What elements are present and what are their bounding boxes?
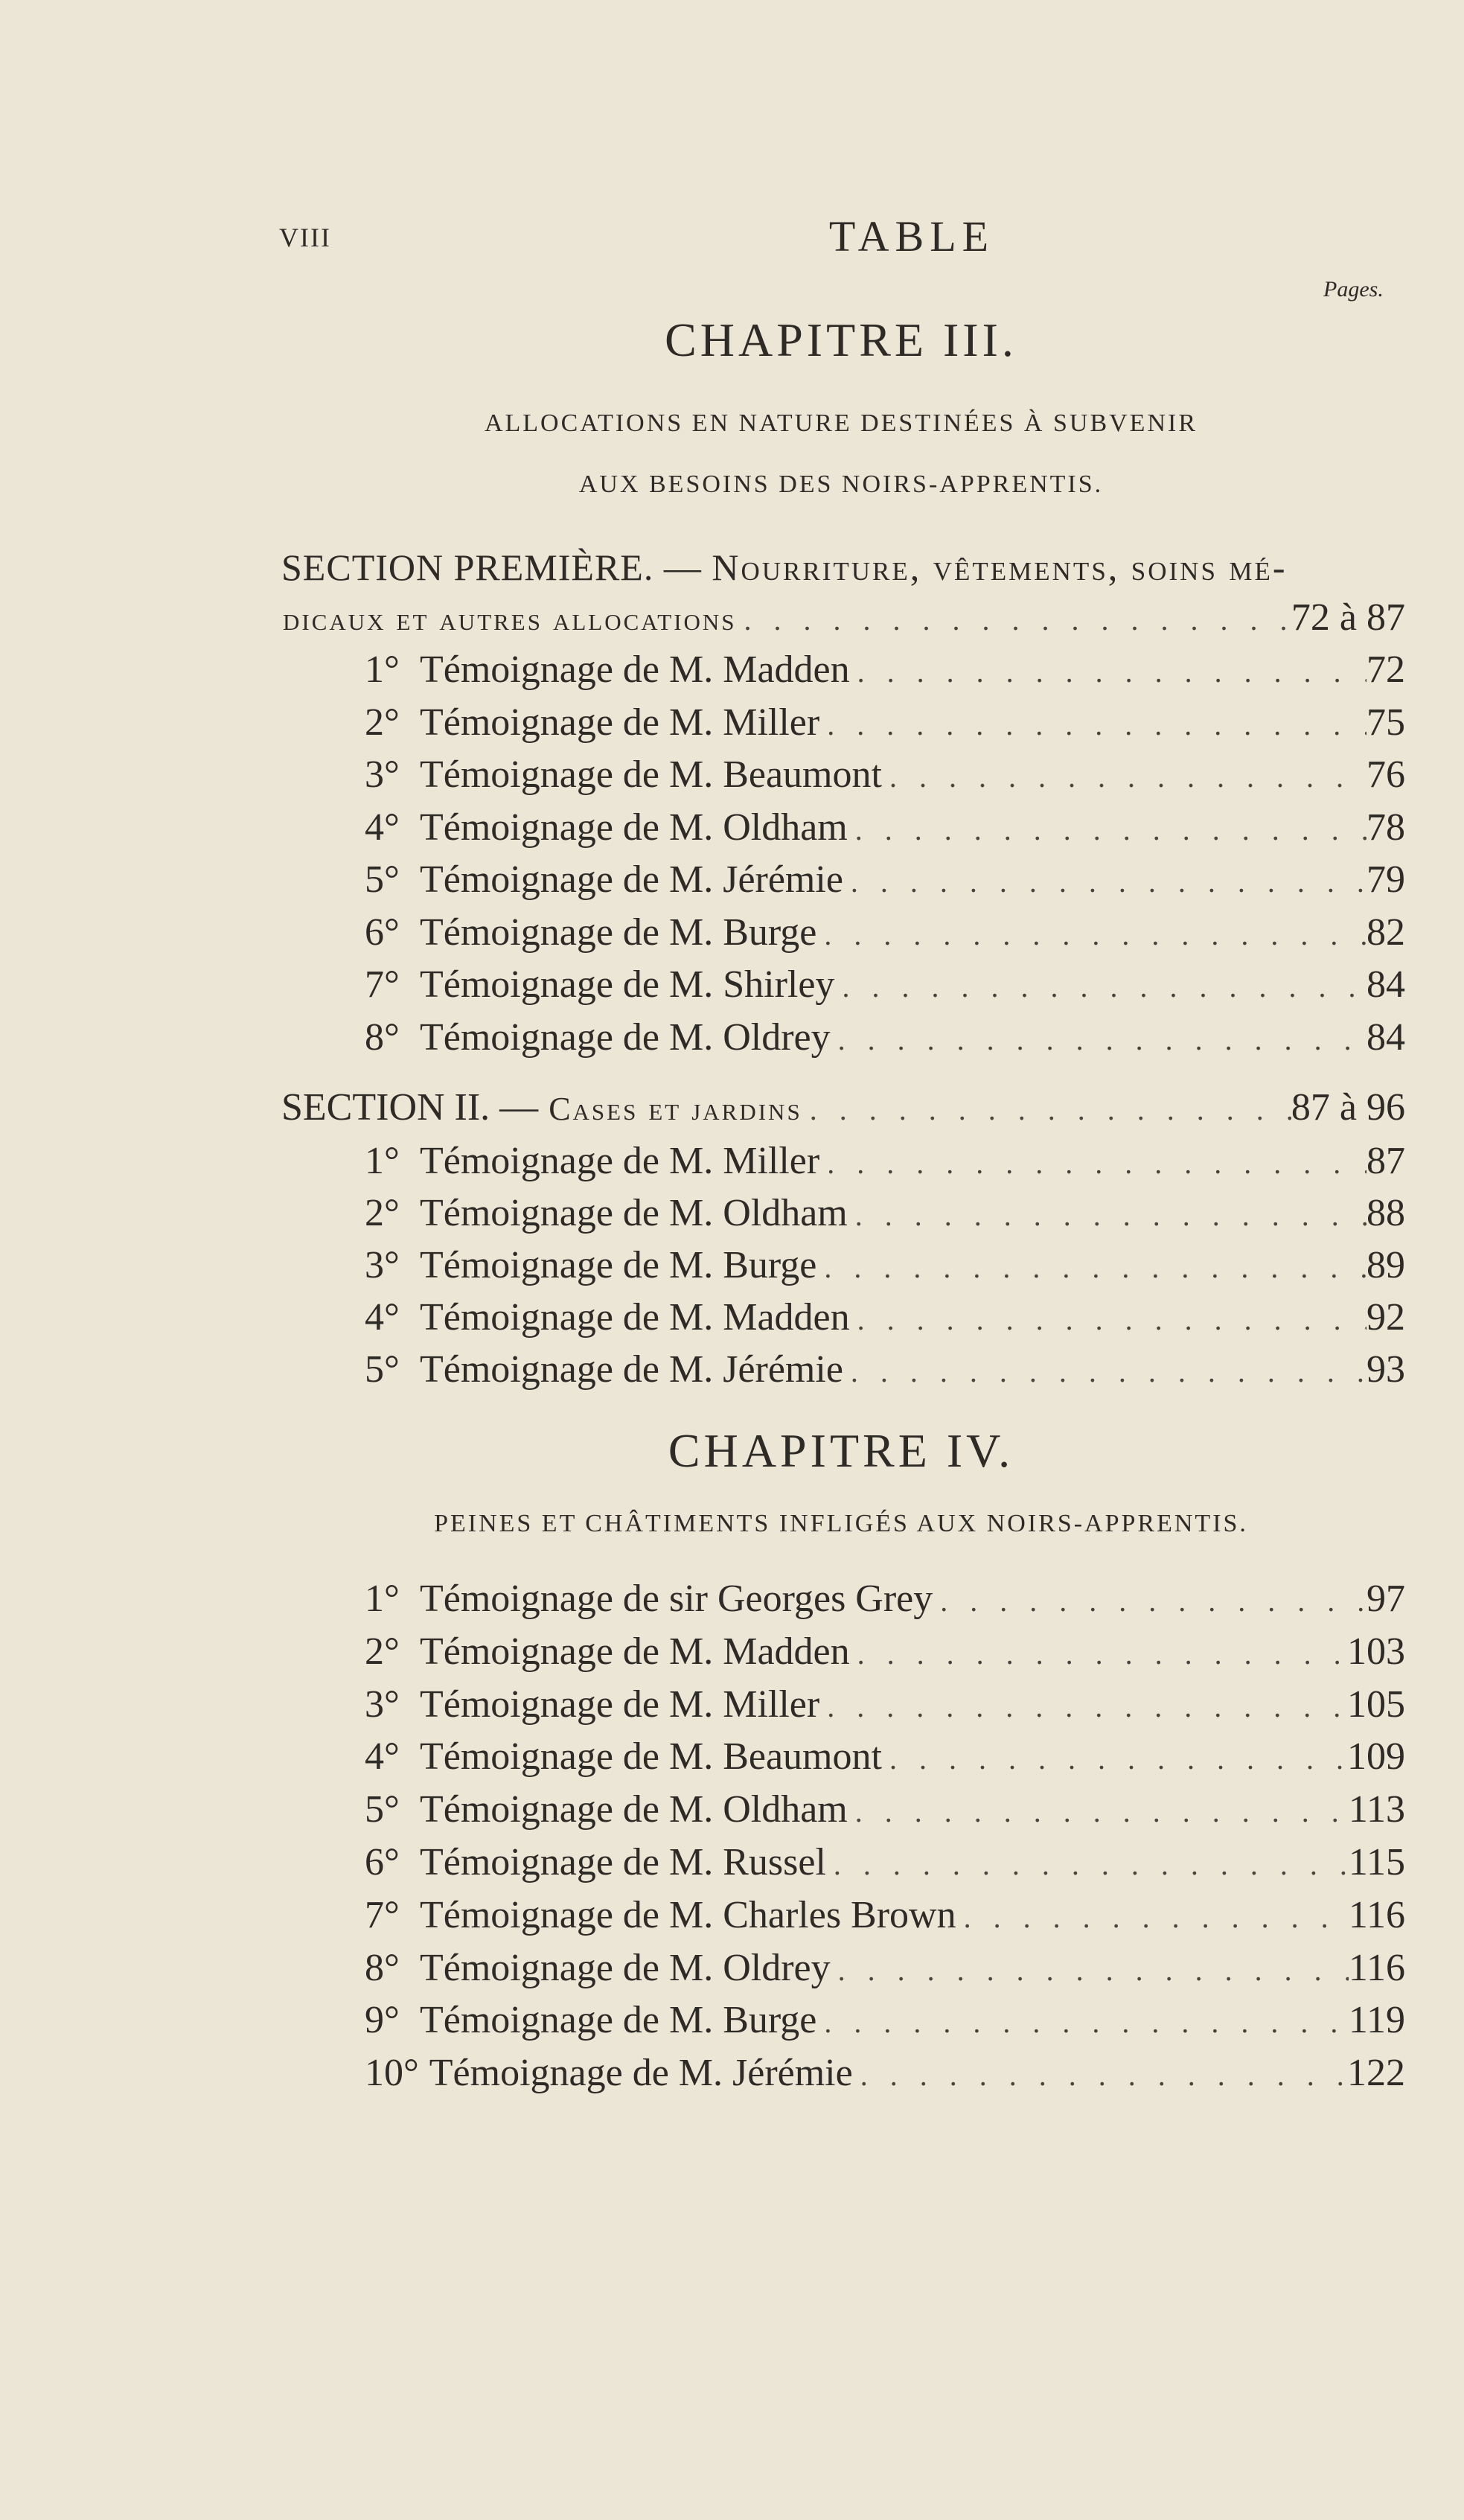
dot-leader [802,1092,1291,1127]
section-1-heading [281,546,1288,589]
entry-title: Témoignage de M. Oldrey [420,1015,831,1059]
dot-leader [831,1022,1366,1057]
dot-leader [843,864,1366,899]
entry-page: 78 [1366,806,1405,849]
toc-entry [365,806,1405,849]
entry-number: 10° [365,2052,419,2095]
dot-leader [819,1146,1366,1181]
entry-title: Témoignage de M. Russel [420,1841,826,1883]
section-1-heading-label: SECTION PREMIÈRE. — [281,546,702,588]
entry-title: Témoignage de M. Miller [420,701,820,744]
dot-leader [850,1302,1366,1337]
entry-number: 6° [365,1841,400,1883]
entry-number: 1° [365,1578,400,1620]
toc-entry [365,1347,1405,1391]
running-title: TABLE [828,212,995,261]
dot-leader [816,917,1366,952]
toc-entry [365,1998,1405,2042]
entry-number: 1° [365,648,400,691]
toc-entry [365,1840,1405,1884]
dot-leader [826,1847,1349,1882]
entry-number: 8° [365,1015,400,1059]
section-2-pages: 87 à 96 [1291,1086,1405,1129]
entry-number: 7° [365,1893,400,1936]
chapter-3-subtitle-line-1: ALLOCATIONS EN NATURE DESTINÉES À SUBVENIR [484,409,1198,437]
entry-title: Témoignage de M. Beaumont [420,1735,882,1779]
section-1-heading-topic: Nourriture, vêtements, soins mé- [712,546,1288,588]
chapter-4-subtitle: PEINES ET CHÂTIMENTS INFLIGÉS AUX NOIRS-APPRENTIS. [434,1510,1248,1537]
toc-entry [365,1735,1405,1779]
pages-column-label: Pages. [1323,277,1384,302]
toc-entry [365,1295,1405,1339]
dot-leader [831,1953,1349,1988]
entry-number: 4° [365,1735,400,1779]
entry-title: Témoignage de M. Oldham [420,806,848,849]
entry-page: 105 [1347,1682,1405,1726]
dot-leader [933,1583,1366,1618]
entry-page: 79 [1366,858,1405,901]
entry-number: 5° [365,1348,400,1391]
entry-title: Témoignage de M. Burge [420,910,817,954]
entry-page: 82 [1366,910,1405,954]
entry-number: 2° [365,1192,400,1234]
toc-entry [365,648,1405,692]
entry-number: 3° [365,1682,400,1726]
entry-title: Témoignage de M. Burge [420,1244,817,1286]
dot-leader [956,1900,1349,1935]
toc-entry [365,1015,1405,1059]
dot-leader [816,1250,1366,1285]
entry-title: Témoignage de M. Jérémie [429,2052,853,2095]
entry-page: 103 [1347,1630,1405,1673]
entry-title: Témoignage de M. Jérémie [420,1348,843,1391]
dot-leader [819,1689,1347,1724]
chapter-4-title: CHAPITRE IV. [668,1424,1014,1477]
entry-number: 9° [365,1999,400,2042]
entry-title: Témoignage de M. Burge [420,1999,817,2042]
toc-entry [365,1630,1405,1674]
section-1-heading-continuation: dicaux et autres allocations [283,601,737,637]
entry-number: 6° [365,910,400,954]
entry-page: 89 [1366,1244,1405,1286]
toc-entry [365,858,1405,902]
toc-entry [365,753,1405,797]
entry-title: Témoignage de M. Oldrey [420,1946,831,1989]
toc-entry [365,701,1405,744]
dot-leader [850,1636,1347,1671]
entry-title: Témoignage de M. Beaumont [420,753,882,796]
entry-number: 2° [365,701,400,744]
dot-leader [850,654,1366,689]
section-1-heading-line-2 [283,596,1405,639]
entry-page: 88 [1366,1192,1405,1234]
entry-title: Témoignage de M. Miller [420,1682,820,1726]
dot-leader [819,707,1366,742]
entry-page: 109 [1347,1735,1405,1779]
entry-number: 5° [365,858,400,901]
dot-leader [816,2005,1349,2040]
toc-entry [365,1243,1405,1287]
toc-entry [365,1946,1405,1990]
entry-page: 87 [1366,1140,1405,1182]
dot-leader [882,1741,1347,1776]
entry-page: 113 [1348,1788,1405,1831]
dot-leader [848,1198,1366,1233]
dot-leader [834,969,1366,1004]
entry-number: 8° [365,1946,400,1989]
entry-page: 93 [1366,1348,1405,1391]
entry-title: Témoignage de M. Madden [420,1296,850,1339]
entry-page: 97 [1366,1578,1405,1620]
entry-page: 116 [1348,1946,1405,1989]
entry-title: Témoignage de M. Oldham [420,1788,848,1831]
entry-page: 122 [1347,2052,1405,2095]
page-folio: VIII [279,223,331,252]
entry-title: Témoignage de M. Jérémie [420,858,843,901]
entry-page: 92 [1366,1296,1405,1339]
toc-entry [365,963,1405,1007]
entry-title: Témoignage de M. Charles Brown [420,1893,956,1936]
dot-leader [848,1794,1349,1829]
entry-page: 72 [1366,648,1405,691]
dot-leader [737,602,1291,637]
entry-page: 84 [1366,1015,1405,1059]
entry-number: 2° [365,1630,400,1673]
section-2-heading [281,1085,1405,1129]
entry-page: 84 [1366,963,1405,1006]
section-1-pages: 72 à 87 [1291,596,1405,639]
toc-entry [365,910,1405,954]
toc-entry [365,1191,1405,1235]
entry-title: Témoignage de M. Miller [420,1140,820,1182]
entry-title: Témoignage de M. Shirley [420,963,835,1006]
entry-title: Témoignage de sir Georges Grey [420,1578,933,1620]
entry-page: 119 [1348,1999,1405,2042]
toc-entry [365,1577,1405,1621]
entry-number: 7° [365,963,400,1006]
entry-number: 3° [365,1244,400,1286]
toc-entry [365,1787,1405,1831]
entry-title: Témoignage de M. Oldham [420,1192,848,1234]
entry-number: 4° [365,806,400,849]
section-2-heading-topic: Cases et jardins [549,1091,802,1127]
entry-number: 4° [365,1296,400,1339]
toc-entry [365,2051,1405,2095]
chapter-3-subtitle-line-2: AUX BESOINS DES NOIRS-APPRENTIS. [578,470,1104,498]
entry-page: 75 [1366,701,1405,744]
entry-title: Témoignage de M. Madden [420,648,850,691]
entry-number: 3° [365,753,400,796]
entry-number: 5° [365,1788,400,1831]
entry-number: 1° [365,1140,400,1182]
section-2-heading-label: SECTION II. — [281,1086,539,1129]
toc-entry [365,1139,1405,1183]
dot-leader [843,1354,1366,1389]
entry-page: 116 [1348,1893,1405,1936]
chapter-3-title: CHAPITRE III. [665,313,1017,366]
toc-entry [365,1682,1405,1726]
dot-leader [882,759,1366,794]
dot-leader [853,2058,1347,2093]
entry-page: 76 [1366,753,1405,796]
entry-title: Témoignage de M. Madden [420,1630,850,1673]
toc-entry [365,1893,1405,1937]
entry-page: 115 [1348,1841,1405,1883]
dot-leader [848,812,1366,847]
